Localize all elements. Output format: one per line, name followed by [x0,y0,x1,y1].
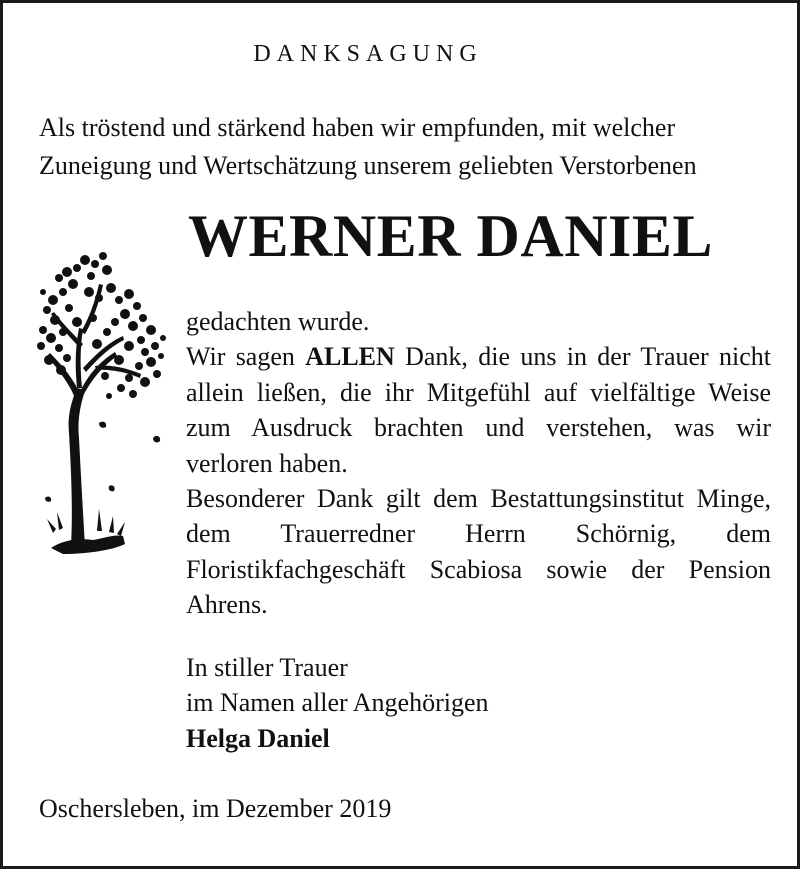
place-date: Oschersleben, im Dezember 2019 [39,794,392,823]
intro-line-1: Als tröstend und stärkend haben wir empfunden, mit welcher [39,113,676,142]
body-text [186,304,771,623]
intro-line-2: Zuneigung und Wertschätzung unserem geliebten Verstorbenen [39,151,697,180]
intro-text [39,109,769,185]
tree-silhouette-icon [33,248,173,558]
special-thanks-paragraph: Besonderer Dank gilt dem Bestattungsinstitut Minge, dem Trauerredner Herrn Schörnig, dem Floristikfachgeschäft Scabiosa sowie der Pension Ahrens. [186,484,771,620]
signature-line-2: im Namen aller Angehörigen [186,688,489,718]
thanks-prefix: Wir sagen [186,342,306,372]
notice-heading: DANKSAGUNG [253,41,483,67]
body-line-1: gedachten wurde. [186,307,370,336]
signature-line-1: In stiller Trauer [186,653,348,682]
signer-name: Helga Daniel [186,723,330,753]
thanks-emphasis: ALLEN [305,342,395,372]
deceased-name: WERNER DANIEL [188,203,713,269]
thanks-paragraph [186,339,771,481]
thanks-rest: Dank, die uns in der Trauer nicht allein ließen, die ihr Mitgefühl auf vielfältige Weise zum Ausdruck brachten und verstehen, was wir verloren haben. [186,342,771,478]
signature-block [186,650,489,756]
